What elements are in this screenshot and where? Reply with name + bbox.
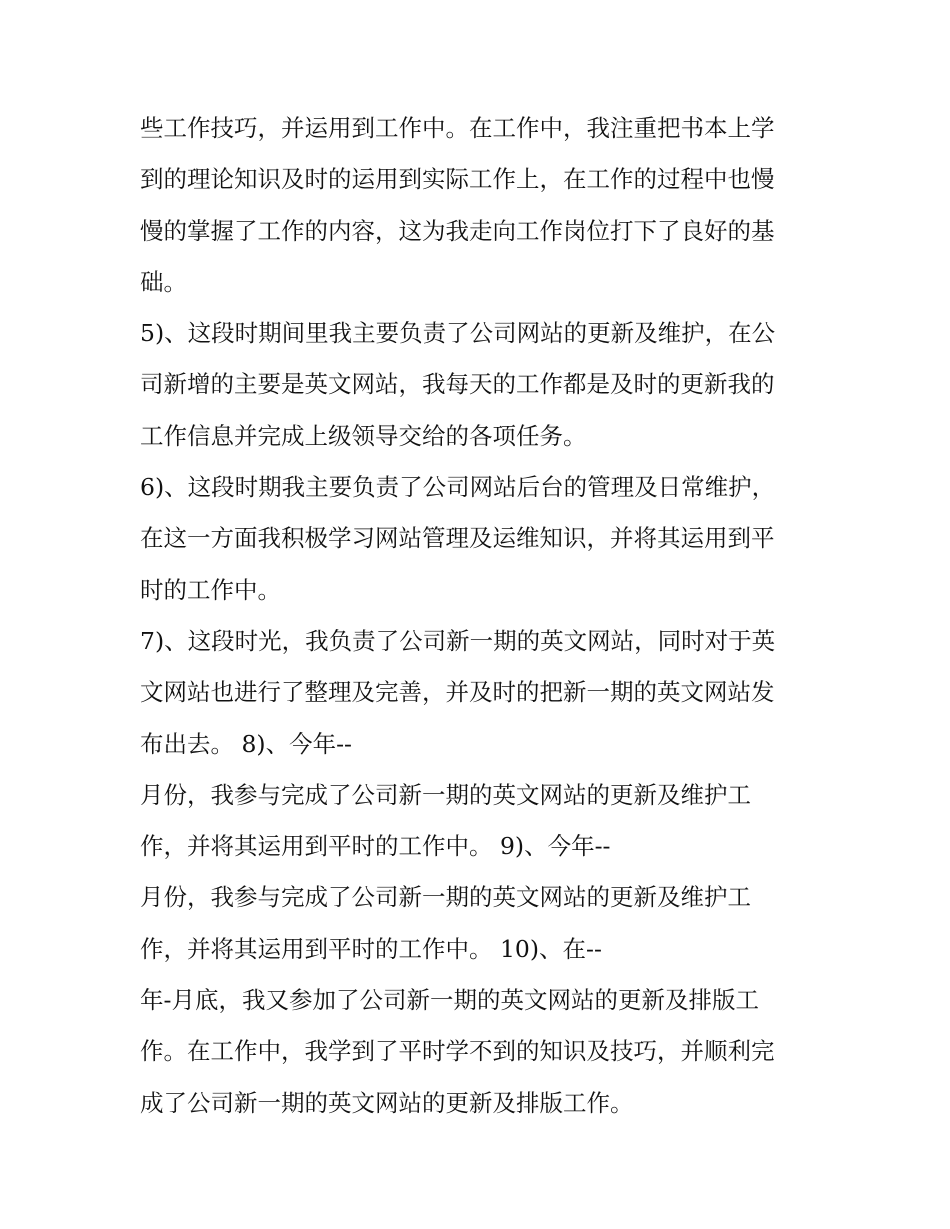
body-text — [140, 103, 820, 1129]
text-line: 月份，我参与完成了公司新一期的英文网站的更新及维护工 — [140, 883, 751, 912]
text-line: 6)、这段时期我主要负责了公司网站后台的管理及日常维护， — [140, 473, 776, 502]
text-line: 些工作技巧，并运用到工作中。在工作中，我注重把书本上学 — [140, 114, 775, 142]
text-line: 年-月底，我又参加了公司新一期的英文网站的更新及排版工 — [140, 986, 759, 1015]
text-line: 础。 — [140, 267, 187, 296]
text-line: 作，并将其运用到平时的工作中。 9)、今年-- — [140, 832, 611, 861]
text-line: 7)、这段时光，我负责了公司新一期的英文网站，同时对于英 — [140, 626, 776, 655]
text-line: 月份，我参与完成了公司新一期的英文网站的更新及维护工 — [140, 780, 751, 809]
text-line: 在这一方面我积极学习网站管理及运维知识，并将其运用到平 — [140, 524, 775, 553]
text-line: 慢的掌握了工作的内容，这为我走向工作岗位打下了良好的基 — [140, 216, 775, 245]
text-line: 到的理论知识及时的运用到实际工作上，在工作的过程中也慢 — [140, 165, 775, 194]
text-line: 文网站也进行了整理及完善，并及时的把新一期的英文网站发 — [140, 678, 775, 707]
text-line: 布出去。 8)、今年-- — [140, 729, 352, 758]
text-line: 工作信息并完成上级领导交给的各项任务。 — [140, 421, 587, 450]
text-line: 司新增的主要是英文网站，我每天的工作都是及时的更新我的 — [140, 370, 775, 399]
text-line: 作，并将其运用到平时的工作中。 10)、在-- — [140, 934, 602, 963]
text-line: 时的工作中。 — [140, 575, 281, 604]
text-line: 5)、这段时期间里我主要负责了公司网站的更新及维护，在公 — [140, 319, 776, 348]
text-line: 成了公司新一期的英文网站的更新及排版工作。 — [140, 1088, 634, 1117]
text-line: 作。在工作中，我学到了平时学不到的知识及技巧，并顺利完 — [140, 1037, 775, 1066]
